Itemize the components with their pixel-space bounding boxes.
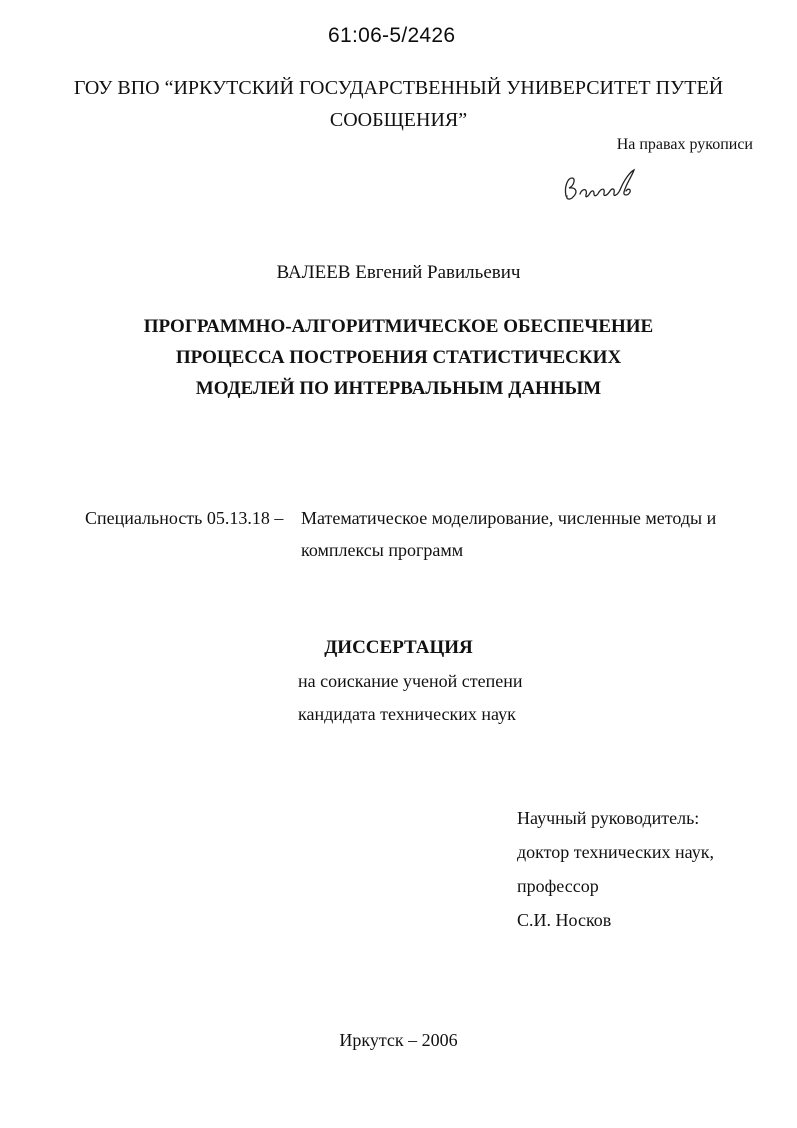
- degree-line-2: кандидата технических наук: [298, 704, 516, 724]
- title-line-2: ПРОЦЕССА ПОСТРОЕНИЯ СТАТИСТИЧЕСКИХ: [175, 347, 622, 368]
- title-line-3: МОДЕЛЕЙ ПО ИНТЕРВАЛЬНЫМ ДАННЫМ: [195, 378, 602, 399]
- supervisor-degree: доктор технических наук,: [517, 842, 714, 862]
- supervisor-heading: Научный руководитель:: [517, 808, 700, 828]
- supervisor-block: [517, 801, 714, 937]
- institution-line-2: СООБЩЕНИЯ”: [329, 109, 468, 131]
- supervisor-rank: профессор: [517, 876, 599, 896]
- title-line-1: ПРОГРАММНО-АЛГОРИТМИЧЕСКОЕ ОБЕСПЕЧЕНИЕ: [143, 316, 654, 337]
- specialty-text-line-1: Математическое моделирование, численные методы и: [301, 508, 717, 528]
- rights-note: На правах рукописи: [616, 136, 753, 153]
- institution-name: [0, 72, 797, 136]
- author-name: ВАЛЕЕВ Евгений Равильевич: [276, 262, 521, 283]
- dissertation-title: [0, 311, 797, 404]
- specialty-text-line-2: комплексы программ: [301, 540, 464, 560]
- institution-line-1: ГОУ ВПО “ИРКУТСКИЙ ГОСУДАРСТВЕННЫЙ УНИВЕРСИТЕТ ПУТЕЙ: [73, 77, 724, 99]
- specialty-label: Специальность 05.13.18 –: [85, 508, 284, 528]
- city-year: Иркутск – 2006: [339, 1030, 458, 1050]
- supervisor-name: С.И. Носков: [517, 910, 612, 930]
- dissertation-type: ДИССЕРТАЦИЯ: [324, 637, 473, 658]
- degree-line-1: на соискание ученой степени: [298, 671, 523, 691]
- catalog-number: 61:06-5/2426: [328, 24, 456, 47]
- handwritten-signature: [560, 166, 644, 206]
